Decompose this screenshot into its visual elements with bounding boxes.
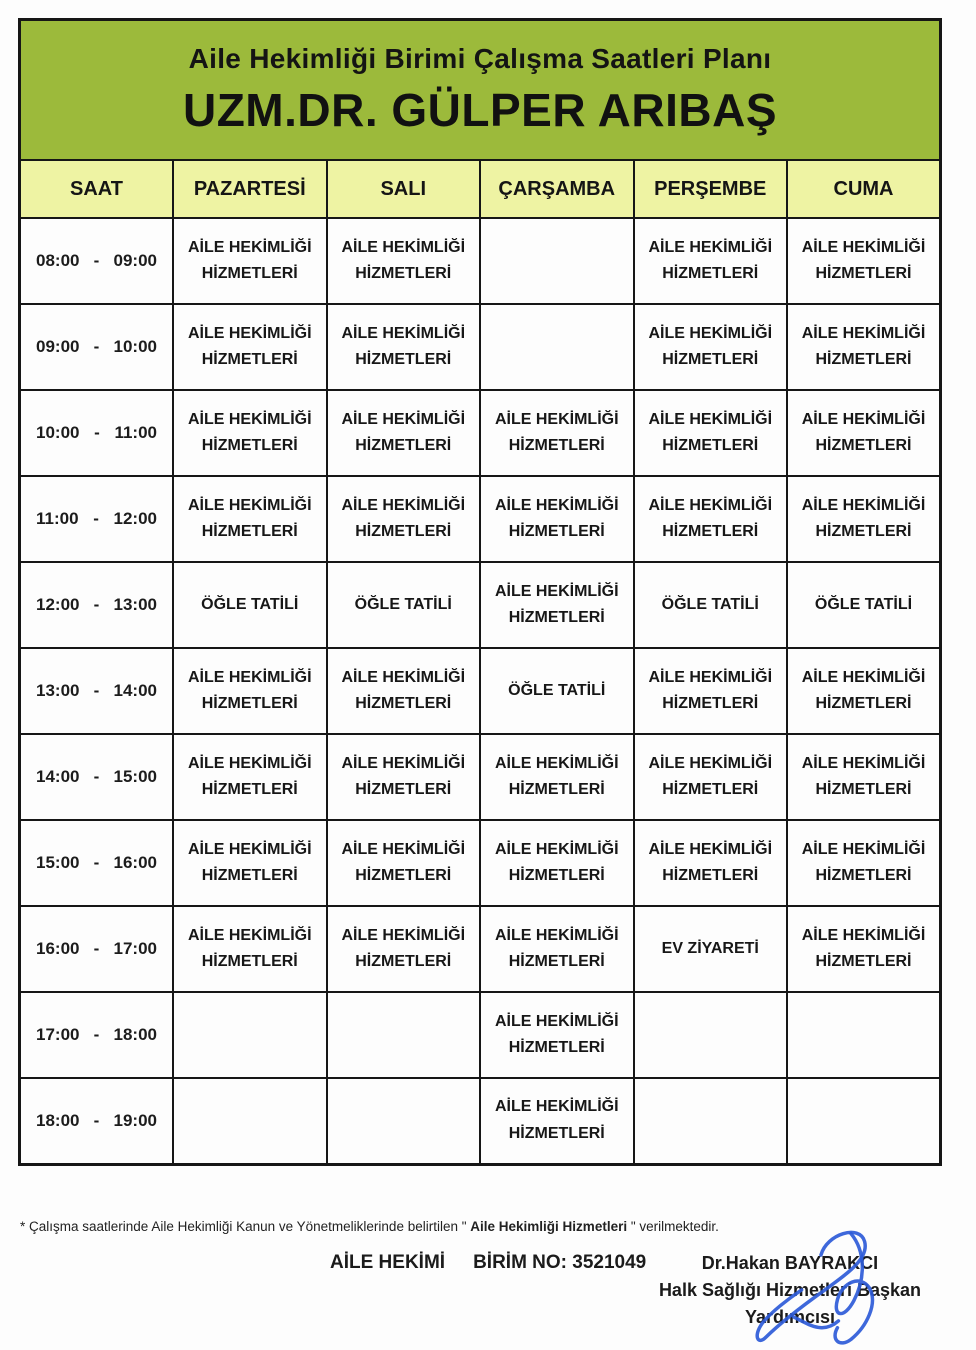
- schedule-cell-cuma: AİLE HEKİMLİĞİ HİZMETLERİ: [787, 390, 941, 476]
- schedule-row: [20, 390, 941, 476]
- doctor-name: UZM.DR. GÜLPER ARIBAŞ: [182, 84, 777, 136]
- schedule-cell-persembe: AİLE HEKİMLİĞİ HİZMETLERİ: [634, 218, 788, 304]
- time-separator: -: [93, 681, 100, 700]
- schedule-cell-sali: AİLE HEKİMLİĞİ HİZMETLERİ: [327, 648, 481, 734]
- schedule-cell-sali: AİLE HEKİMLİĞİ HİZMETLERİ: [327, 906, 481, 992]
- approver-title-line1: Halk Sağlığı Hizmetleri Başkan: [658, 1280, 922, 1300]
- schedule-cell-carsamba: AİLE HEKİMLİĞİ HİZMETLERİ: [480, 906, 634, 992]
- time-range-cell: [20, 218, 174, 304]
- time-from: 18:00: [36, 1110, 80, 1130]
- time-separator: -: [93, 1110, 100, 1130]
- title-row: [20, 20, 941, 161]
- schedule-cell-carsamba: ÖĞLE TATİLİ: [480, 648, 634, 734]
- time-range-cell: [20, 1078, 174, 1164]
- time-range-cell: [20, 476, 174, 562]
- time-from: 15:00: [36, 853, 80, 872]
- time-from: 13:00: [36, 681, 80, 700]
- time-from: 16:00: [36, 939, 80, 958]
- schedule-row: [20, 820, 941, 906]
- time-from: 09:00: [36, 337, 80, 356]
- schedule-cell-sali: AİLE HEKİMLİĞİ HİZMETLERİ: [327, 390, 481, 476]
- schedule-cell-pazartesi: AİLE HEKİMLİĞİ HİZMETLERİ: [173, 820, 327, 906]
- schedule-cell-cuma: AİLE HEKİMLİĞİ HİZMETLERİ: [787, 734, 941, 820]
- schedule-cell-sali: AİLE HEKİMLİĞİ HİZMETLERİ: [327, 734, 481, 820]
- time-range-cell: [20, 820, 174, 906]
- schedule-cell-sali: AİLE HEKİMLİĞİ HİZMETLERİ: [327, 476, 481, 562]
- schedule-cell-pazartesi: AİLE HEKİMLİĞİ HİZMETLERİ: [173, 648, 327, 734]
- footnote: [20, 1219, 719, 1234]
- schedule-row: [20, 992, 941, 1078]
- time-to: 09:00: [113, 251, 157, 270]
- schedule-cell-carsamba-empty: [480, 218, 634, 304]
- time-separator: -: [93, 509, 99, 528]
- schedule-cell-cuma: AİLE HEKİMLİĞİ HİZMETLERİ: [787, 906, 941, 992]
- schedule-cell-persembe-empty: [634, 1078, 788, 1164]
- column-header-cuma: CUMA: [787, 160, 941, 218]
- time-to: 14:00: [113, 681, 157, 700]
- schedule-cell-sali: AİLE HEKİMLİĞİ HİZMETLERİ: [327, 820, 481, 906]
- time-to: 11:00: [114, 423, 157, 442]
- unit-line: [330, 1252, 646, 1274]
- column-header-persembe: PERŞEMBE: [634, 160, 788, 218]
- schedule-cell-pazartesi-empty: [173, 1078, 327, 1164]
- family-doctor-label: AİLE HEKİMİ: [330, 1252, 446, 1273]
- time-from: 12:00: [36, 595, 80, 614]
- schedule-cell-cuma: AİLE HEKİMLİĞİ HİZMETLERİ: [787, 476, 941, 562]
- schedule-cell-cuma: AİLE HEKİMLİĞİ HİZMETLERİ: [787, 820, 941, 906]
- footnote-highlight: Aile Hekimliği Hizmetleri: [470, 1219, 628, 1234]
- schedule-cell-carsamba: AİLE HEKİMLİĞİ HİZMETLERİ: [480, 476, 634, 562]
- time-separator: -: [93, 939, 100, 958]
- time-to: 17:00: [113, 939, 157, 958]
- schedule-cell-cuma: AİLE HEKİMLİĞİ HİZMETLERİ: [787, 218, 941, 304]
- schedule-cell-pazartesi: AİLE HEKİMLİĞİ HİZMETLERİ: [173, 734, 327, 820]
- time-from: 08:00: [36, 251, 80, 270]
- time-from: 14:00: [36, 767, 80, 786]
- time-range-cell: [20, 992, 174, 1078]
- schedule-cell-carsamba: AİLE HEKİMLİĞİ HİZMETLERİ: [480, 734, 634, 820]
- time-separator: -: [93, 595, 100, 614]
- schedule-cell-pazartesi: AİLE HEKİMLİĞİ HİZMETLERİ: [173, 218, 327, 304]
- time-to: 15:00: [113, 767, 157, 786]
- schedule-cell-carsamba-empty: [480, 304, 634, 390]
- time-to: 19:00: [113, 1110, 157, 1130]
- time-range-cell: [20, 734, 174, 820]
- time-separator: -: [94, 423, 100, 442]
- schedule-cell-carsamba: AİLE HEKİMLİĞİ HİZMETLERİ: [480, 992, 634, 1078]
- time-range-cell: [20, 562, 174, 648]
- approver-name: Dr.Hakan BAYRAKCI: [701, 1253, 879, 1273]
- schedule-cell-carsamba: AİLE HEKİMLİĞİ HİZMETLERİ: [480, 1078, 634, 1164]
- column-header-sali: SALI: [327, 160, 481, 218]
- schedule-cell-persembe: ÖĞLE TATİLİ: [634, 562, 788, 648]
- schedule-cell-cuma: AİLE HEKİMLİĞİ HİZMETLERİ: [787, 304, 941, 390]
- schedule-cell-persembe: AİLE HEKİMLİĞİ HİZMETLERİ: [634, 304, 788, 390]
- schedule-cell-persembe: AİLE HEKİMLİĞİ HİZMETLERİ: [634, 734, 788, 820]
- schedule-cell-cuma: AİLE HEKİMLİĞİ HİZMETLERİ: [787, 648, 941, 734]
- schedule-cell-cuma-empty: [787, 1078, 941, 1164]
- footnote-text-before: * Çalışma saatlerinde Aile Hekimliği Kanun ve Yönetmeliklerinde belirtilen ": [20, 1219, 471, 1234]
- time-to: 16:00: [113, 853, 157, 872]
- time-to: 13:00: [113, 595, 157, 614]
- schedule-row: [20, 218, 941, 304]
- schedule-cell-persembe: AİLE HEKİMLİĞİ HİZMETLERİ: [634, 390, 788, 476]
- time-range-cell: [20, 906, 174, 992]
- schedule-table: [18, 18, 942, 1166]
- schedule-cell-sali: AİLE HEKİMLİĞİ HİZMETLERİ: [327, 218, 481, 304]
- schedule-cell-pazartesi: AİLE HEKİMLİĞİ HİZMETLERİ: [173, 906, 327, 992]
- approver-title-line2: Yardımcısı: [744, 1307, 836, 1327]
- footnote-text-after: " verilmektedir.: [627, 1219, 719, 1234]
- time-to: 10:00: [113, 337, 157, 356]
- schedule-cell-cuma-empty: [787, 992, 941, 1078]
- time-range-cell: [20, 648, 174, 734]
- schedule-cell-carsamba: AİLE HEKİMLİĞİ HİZMETLERİ: [480, 820, 634, 906]
- time-separator: -: [93, 337, 100, 356]
- schedule-row: [20, 648, 941, 734]
- time-separator: -: [93, 767, 100, 786]
- schedule-cell-sali-empty: [327, 992, 481, 1078]
- schedule-cell-cuma: ÖĞLE TATİLİ: [787, 562, 941, 648]
- schedule-cell-persembe: AİLE HEKİMLİĞİ HİZMETLERİ: [634, 648, 788, 734]
- schedule-row: [20, 1078, 941, 1164]
- schedule-cell-pazartesi: AİLE HEKİMLİĞİ HİZMETLERİ: [173, 476, 327, 562]
- plan-subtitle: Aile Hekimliği Birimi Çalışma Saatleri Planı: [188, 43, 772, 74]
- schedule-row: [20, 734, 941, 820]
- schedule-cell-persembe: AİLE HEKİMLİĞİ HİZMETLERİ: [634, 820, 788, 906]
- schedule-cell-carsamba: AİLE HEKİMLİĞİ HİZMETLERİ: [480, 390, 634, 476]
- schedule-cell-pazartesi: ÖĞLE TATİLİ: [173, 562, 327, 648]
- time-to: 18:00: [113, 1025, 157, 1044]
- schedule-cell-sali: ÖĞLE TATİLİ: [327, 562, 481, 648]
- schedule-cell-pazartesi: AİLE HEKİMLİĞİ HİZMETLERİ: [173, 390, 327, 476]
- schedule-cell-sali-empty: [327, 1078, 481, 1164]
- approver-block: [630, 1250, 950, 1331]
- schedule-row: [20, 304, 941, 390]
- column-header-carsamba: ÇARŞAMBA: [480, 160, 634, 218]
- column-header-saat: SAAT: [20, 160, 174, 218]
- schedule-cell-pazartesi-empty: [173, 992, 327, 1078]
- schedule-row: [20, 562, 941, 648]
- schedule-cell-persembe-empty: [634, 992, 788, 1078]
- unit-number: BİRİM NO: 3521049: [473, 1252, 647, 1273]
- title-cell: [20, 20, 941, 161]
- day-header-row: [20, 160, 941, 218]
- time-separator: -: [93, 853, 100, 872]
- schedule-cell-sali: AİLE HEKİMLİĞİ HİZMETLERİ: [327, 304, 481, 390]
- schedule-cell-carsamba: AİLE HEKİMLİĞİ HİZMETLERİ: [480, 562, 634, 648]
- time-range-cell: [20, 390, 174, 476]
- schedule-row: [20, 906, 941, 992]
- time-from: 17:00: [36, 1025, 80, 1044]
- time-to: 12:00: [113, 509, 157, 528]
- time-separator: -: [93, 251, 100, 270]
- time-range-cell: [20, 304, 174, 390]
- time-from: 10:00: [36, 423, 80, 442]
- schedule-cell-persembe: EV ZİYARETİ: [634, 906, 788, 992]
- schedule-row: [20, 476, 941, 562]
- schedule-cell-persembe: AİLE HEKİMLİĞİ HİZMETLERİ: [634, 476, 788, 562]
- column-header-pazartesi: PAZARTESİ: [173, 160, 327, 218]
- time-separator: -: [93, 1025, 100, 1044]
- time-from: 11:00: [36, 509, 79, 528]
- schedule-cell-pazartesi: AİLE HEKİMLİĞİ HİZMETLERİ: [173, 304, 327, 390]
